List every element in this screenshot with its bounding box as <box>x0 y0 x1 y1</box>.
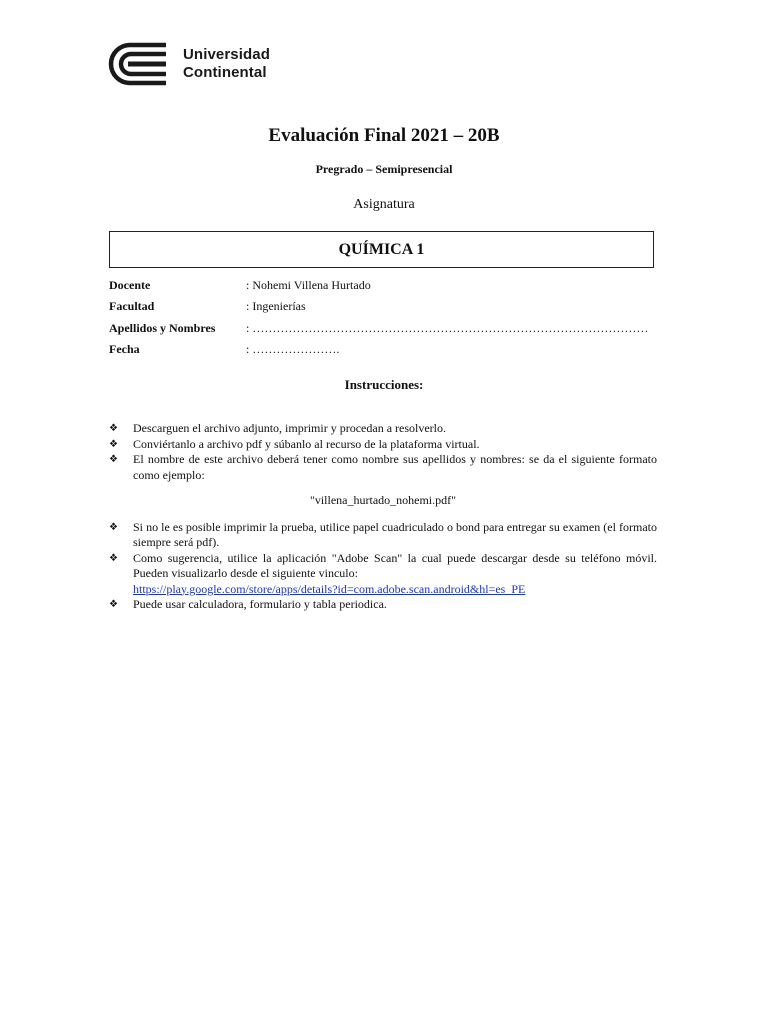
diamond-bullet-icon: ❖ <box>109 423 118 434</box>
exam-subtitle: Pregrado – Semipresencial <box>315 162 453 176</box>
info-table <box>109 278 657 363</box>
info-label: Facultad <box>109 299 155 314</box>
info-label: Fecha <box>109 341 140 356</box>
info-row-facultad <box>109 299 657 320</box>
list-item-text: Conviértanlo a archivo pdf y súbanlo al recurso de la plataforma virtual. <box>133 436 480 451</box>
list-item <box>109 551 657 598</box>
list-item <box>109 421 657 437</box>
subject-box <box>109 231 654 268</box>
info-label: Apellidos y Nombres <box>109 320 216 335</box>
diamond-bullet-icon: ❖ <box>109 438 118 450</box>
list-item <box>109 437 657 453</box>
info-label: Docente <box>109 278 151 292</box>
logo-text-continental: Continental <box>183 64 267 81</box>
list-item-text: Si no le es posible imprimir la prueba, utilice papel cuadriculado o bond para entregar su examen (el formato siempre será pdf). <box>133 519 657 549</box>
logo-text-universidad: Universidad <box>183 46 270 63</box>
list-item-text: Puede usar calculadora, formulario y tabla periodica. <box>133 597 387 611</box>
university-logo <box>108 42 288 86</box>
list-item <box>109 452 657 483</box>
info-value: : ……………………………………………………………………………………… <box>246 320 649 335</box>
info-value: : Ingenierías <box>246 299 306 314</box>
list-item-text: El nombre de este archivo deberá tener como nombre sus apellidos y nombres: se da el siguiente formato como ejemplo: <box>133 452 657 482</box>
instructions-list <box>109 421 657 613</box>
exam-title: Evaluación Final 2021 – 20B <box>268 125 500 146</box>
list-item <box>109 520 657 551</box>
continental-logo-icon <box>108 42 170 86</box>
info-value: : …………………. <box>246 341 340 356</box>
list-item-text: Descarguen el archivo adjunto, imprimir y procedan a resolverlo. <box>133 421 447 435</box>
diamond-bullet-icon: ❖ <box>109 599 118 610</box>
adobe-scan-link[interactable]: https://play.google.com/store/apps/details?id=com.adobe.scan.android&hl=es_PE <box>133 581 526 596</box>
diamond-bullet-icon: ❖ <box>109 521 118 533</box>
info-value: : Nohemi Villena Hurtado <box>246 278 371 292</box>
subject-label: Asignatura <box>353 197 415 212</box>
list-item-text: Como sugerencia, utilice la aplicación "Adobe Scan" la cual puede descargar desde su teléfono móvil. Pueden visualizarlo desde el siguiente vinculo: <box>133 550 657 580</box>
list-item <box>109 597 657 613</box>
diamond-bullet-icon: ❖ <box>109 552 118 564</box>
info-row-fecha <box>109 342 657 363</box>
subject-name: QUÍMICA 1 <box>338 240 425 258</box>
instructions-heading: Instrucciones: <box>344 377 424 392</box>
diamond-bullet-icon: ❖ <box>109 454 118 465</box>
example-filename: "villena_hurtado_nohemi.pdf" <box>309 493 457 507</box>
info-row-docente <box>109 278 657 299</box>
info-row-apellidos <box>109 321 657 342</box>
